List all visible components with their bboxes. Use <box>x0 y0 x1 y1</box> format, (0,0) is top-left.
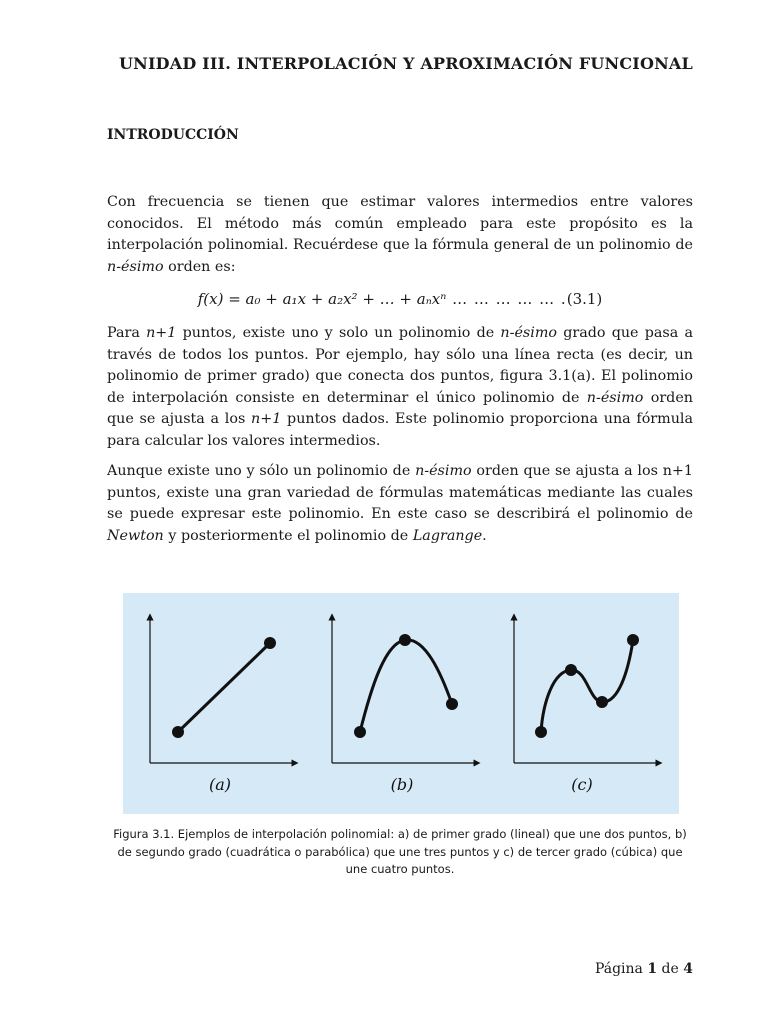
formula-rhs: a₀ + a₁x + a₂x² + … + aₙxⁿ <box>245 290 447 308</box>
figure-3-1 <box>123 593 679 814</box>
point <box>446 698 458 710</box>
point <box>596 696 608 708</box>
paragraph-interpolation: Para n+1 puntos, existe uno y solo un polinomio de n-ésimo grado que pasa a través de todos los puntos. Por ejemplo, hay sólo una línea recta (es decir, un polinomio de primer grado) que conecta dos puntos, figura 3.1(a). El polinomio de interpolación consiste en determinar el único polinomio de n-ésimo orden que se ajusta a los n+1 puntos dados. Este polinomio proporciona una fórmula para calcular los valores intermedios. <box>107 325 694 449</box>
point <box>627 634 639 646</box>
graph-c <box>514 617 659 794</box>
panel-label-a: (a) <box>208 775 232 794</box>
point <box>535 726 547 738</box>
section-heading: INTRODUCCIÓN <box>107 127 239 143</box>
figure-caption: Figura 3.1. Ejemplos de interpolación polinomial: a) de primer grado (lineal) que une dos puntos, b) de segundo grado (cuadrática o parabólica) que une tres puntos y c) de tercer grado (cúbica) que une cuatro puntos. <box>113 827 687 876</box>
paragraph-methods: Aunque existe uno y sólo un polinomio de n-ésimo orden que se ajusta a los n+1 puntos, existe una gran variedad de fórmulas matemáticas mediante las cuales se puede expresar este polinomio. En este caso se describirá el polinomio de Newton y posteriormente el polinomio de Lagrange. <box>107 463 693 544</box>
formula-dots: … … … … … . <box>446 290 567 308</box>
formula-lhs: f(x) = <box>197 290 246 308</box>
formula-3-1 <box>107 290 693 308</box>
figure-graphs <box>123 593 679 814</box>
point <box>399 634 411 646</box>
panel-label-c: (c) <box>571 775 593 794</box>
page-number: Página 1 de 4 <box>594 961 693 977</box>
point <box>354 726 366 738</box>
point <box>565 664 577 676</box>
paragraph-intro: Con frecuencia se tienen que estimar valores intermedios entre valores conocidos. El método más común empleado para este propósito es la interpolación polinomial. Recuérdese que la fórmula general de un polinomio de n-ésimo orden es: <box>107 194 693 275</box>
graph-b <box>332 617 477 794</box>
formula-number: (3.1) <box>566 290 603 308</box>
graph-a <box>150 617 295 794</box>
point <box>172 726 184 738</box>
point <box>264 637 276 649</box>
panel-label-b: (b) <box>390 775 414 794</box>
page-title: UNIDAD III. INTERPOLACIÓN Y APROXIMACIÓN FUNCIONAL <box>118 54 693 73</box>
